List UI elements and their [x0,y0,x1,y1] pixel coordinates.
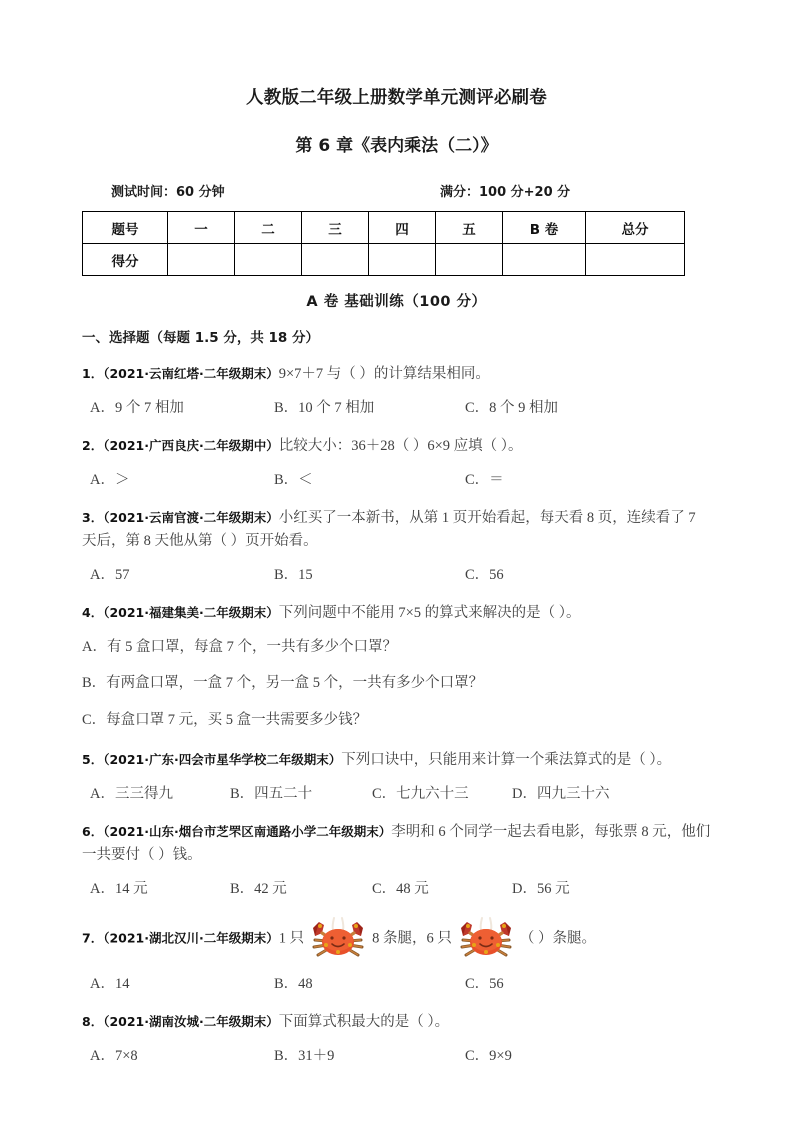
crab-icon [307,914,369,960]
option-a[interactable]: A．7×8 [90,1047,138,1064]
score-table-cell: 三 [302,212,369,244]
score-entry-cell[interactable] [302,244,369,276]
score-table-cell: 一 [168,212,235,244]
question-stem: 9×7＋7 与（ ）的计算结果相同。 [278,366,490,382]
question-number: 4． [82,604,104,620]
score-table-cell: 二 [235,212,302,244]
score-table-cell: 四 [369,212,436,244]
question-number: 7． [82,930,104,946]
option-c[interactable]: C．＝ [465,471,504,488]
score-entry-cell[interactable] [586,244,685,276]
score-table-cell: B 卷 [503,212,586,244]
question-source: （2021·云南红塔·二年级期末） [103,366,279,381]
paper-section-heading: A 卷 基础训练（100 分） [306,294,487,310]
question-7-options [82,973,711,994]
document-title: 人教版二年级上册数学单元测评必刷卷 [246,88,547,108]
option-c[interactable]: C．8 个 9 相加 [465,399,559,416]
option-b[interactable]: B．四五二十 [230,786,313,803]
option-b[interactable]: B．15 [274,566,313,583]
score-entry-cell[interactable] [369,244,436,276]
question-stem: 下面算式积最大的是（ ）。 [278,1013,450,1030]
question-stem: 下列口诀中，只能用来计算一个乘法算式的是（ ）。 [341,752,672,769]
option-a[interactable]: A．57 [90,566,130,583]
question-8 [82,1011,711,1066]
option-a[interactable]: A．14 [90,975,130,992]
question-number: 2． [82,437,104,453]
question-stem-part-3: （ ）条腿。 [519,930,596,947]
question-1-options [82,397,711,418]
question-source: （2021·山东·烟台市芝罘区南通路小学二年级期末） [103,824,392,840]
question-stem-part-2: 8 条腿，6 只 [372,930,452,947]
question-source: （2021·广东·四会市星华学校二年级期末） [103,752,342,768]
question-source: （2021·广西良庆·二年级期中） [103,437,279,453]
question-5-options [82,783,711,804]
option-a[interactable]: A．有 5 盒口罩，每盒 7 个，一共有多少个口罩？ [82,638,397,655]
question-1 [82,363,711,418]
question-6 [82,821,711,899]
option-b[interactable]: B．＜ [274,471,313,488]
option-a[interactable]: A．＞ [90,471,130,488]
score-entry-cell[interactable] [503,244,586,276]
question-stem: 比较大小：36＋28（ ）6×9 应填（ ）。 [278,437,523,454]
question-source: （2021·云南官渡·二年级期末） [103,509,279,525]
option-d[interactable]: D．56 元 [512,880,570,897]
question-stem: 李明和 6 个同学一起去看电影，每张票 8 元，他们一共要付（ ）钱。 [82,824,711,864]
question-3 [82,507,711,585]
option-b[interactable]: B．42 元 [230,880,287,897]
question-source: （2021·福建集美·二年级期末） [103,604,279,620]
question-number: 1． [82,366,104,381]
question-6-options [82,878,711,899]
question-number: 6． [82,824,104,840]
exam-meta-row [82,181,711,203]
question-stem: 下列问题中不能用 7×5 的算式来解决的是（ ）。 [278,604,581,621]
option-b[interactable]: B．有两盒口罩，一盒 7 个，另一盒 5 个，一共有多少个口罩？ [82,675,484,692]
option-c[interactable]: C．48 元 [372,880,429,897]
page-content [82,0,711,1066]
question-2 [82,435,711,490]
option-d[interactable]: D．四九三十六 [512,786,610,803]
option-b[interactable]: B．10 个 7 相加 [274,399,375,416]
score-table-cell: 总分 [586,212,685,244]
question-4-options [82,636,711,733]
question-source: （2021·湖北汉川·二年级期末） [103,930,279,946]
full-score-label: 满分：100 分+20 分 [440,185,571,200]
option-c[interactable]: C．56 [465,566,504,583]
question-number: 3． [82,509,104,525]
option-b[interactable]: B．31＋9 [274,1047,335,1064]
score-table [82,211,685,276]
question-number: 5． [82,752,104,768]
option-c[interactable]: C．9×9 [465,1047,512,1064]
question-8-options [82,1045,711,1066]
option-a[interactable]: A．9 个 7 相加 [90,399,184,416]
question-5 [82,749,711,804]
question-4 [82,602,711,733]
score-entry-cell[interactable] [168,244,235,276]
score-table-cell: 题号 [83,212,168,244]
question-2-options [82,469,711,490]
test-duration-label: 测试时间：60 分钟 [111,185,225,200]
crab-icon [455,914,517,960]
question-number: 8． [82,1013,104,1029]
question-source: （2021·湖南汝城·二年级期末） [103,1013,279,1029]
question-3-options [82,564,711,585]
question-7 [82,916,711,994]
option-c[interactable]: C．七九六十三 [372,786,469,803]
score-table-cell: 得分 [83,244,168,276]
option-a[interactable]: A．14 元 [90,880,148,897]
question-stem: 小红买了一本新书，从第 1 页开始看起，每天看 8 页，连续看了 7 天后，第 8 天他从第（ ）页开始看。 [82,509,696,549]
document-subtitle: 第 6 章《表内乘法（二）》 [295,136,498,156]
question-stem-part-1: 1 只 [278,930,305,947]
table-row [83,244,685,276]
option-c[interactable]: C．56 [465,975,504,992]
option-c[interactable]: C．每盒口罩 7 元，买 5 盒一共需要多少钱？ [82,712,368,729]
table-row [83,212,685,244]
option-b[interactable]: B．48 [274,975,313,992]
score-entry-cell[interactable] [235,244,302,276]
score-table-cell: 五 [436,212,503,244]
option-a[interactable]: A．三三得九 [90,786,173,803]
section-title-multiple-choice: 一、选择题（每题 1.5 分，共 18 分） [82,330,320,346]
score-entry-cell[interactable] [436,244,503,276]
